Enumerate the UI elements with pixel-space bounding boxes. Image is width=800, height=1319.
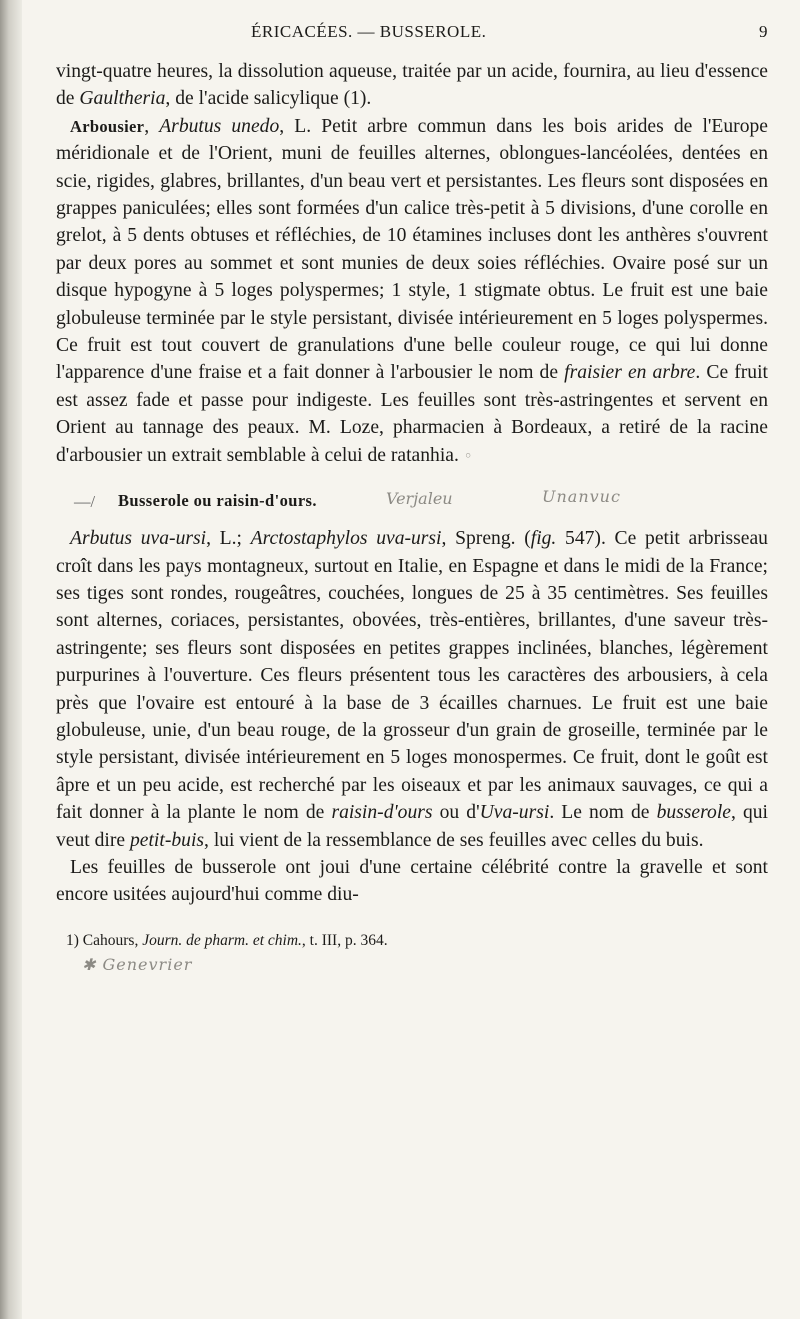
text-run: Les feuilles de busserole ont joui d'une certaine célébrité contre la gravelle et sont encore usitées aujourd'hui comme diu- (56, 856, 768, 906)
text-run: , qui veut dire (56, 802, 768, 851)
footnote (56, 931, 768, 951)
entry-name: Arbousier (70, 116, 145, 136)
running-header (56, 14, 768, 58)
paragraph-arbousier (56, 113, 768, 470)
pencil-mark: ◦ (463, 446, 473, 465)
text-run: . Ce fruit est assez fade et passe pour indigeste. Les feuilles sont très-astringentes et servent en Orient au tannage des peaux. M. Loze, pharmacien à Bordeaux, a retiré de la racine d'arbousier un extrait semblable à celui de ratanhia. (56, 362, 768, 466)
heading-text: Busserole ou raisin-d'ours. (118, 491, 317, 511)
text-run: , Spreng. ( (441, 528, 531, 550)
paragraph-continuation (56, 58, 768, 113)
text-run: , de l'acide salicylique (1). (165, 88, 372, 110)
italic-term: petit-buis (130, 829, 205, 851)
paragraph-busserole (56, 525, 768, 854)
text-run: , lui vient de la ressemblance de ses feuilles avec celles du buis. (204, 829, 704, 851)
text-run: . Le nom de (549, 802, 657, 824)
text-run: 547). Ce petit arbrisseau croît dans les pays montagneux, surtout en Italie, en Espagne et dans le midi de la France; ses tiges sont rondes, rougeâtres, couchées, longues de 25 à 35 centimètres. Ses feuilles sont alternes, coriaces, persistantes, obovées, très-entières, brillantes, d'une saveur très-astringente; ses fleurs sont disposées en petites grappes inclinées, blanches, légèrement purpurines à l'ouverture. Ces fleurs présentent tous les caractères des arbousiers, à cela près que l'ovaire est entouré à la base de 3 écailles charnues. Le fruit est une baie globuleuse, unie, d'un beau rouge, de la grosseur d'un grain de groseille, terminée par le style persistant, divisée intérieurement en 5 loges monospermes. Ce fruit, dont le goût est âpre et un peu acide, est recherché par les oiseaux et par les animaux sauvages, ce qui a fait donner à la plante le nom de (56, 528, 768, 824)
book-page (56, 14, 768, 974)
italic-term: raisin-d'ours (331, 802, 433, 824)
text-run: vingt-quatre heures, la dissolution aqueuse, traitée par un acide, fournira, au lieu d'essence de (56, 61, 768, 110)
italic-term: fraisier en arbre (564, 362, 696, 384)
text-run: , L.; (206, 528, 251, 550)
handwritten-annotation: Unanvuc (542, 487, 621, 507)
book-binding-shadow (0, 0, 22, 1319)
latin-name: Arbutus uva-ursi (70, 528, 207, 550)
text-run: , L. Petit arbre commun dans les bois arides de l'Europe méridionale et de l'Orient, muni de feuilles alternes, oblongues-lancéolées, dentées en scie, rigides, glabres, brillantes, d'un beau vert et persistantes. Les fleurs sont disposées en grappes paniculées; elles sont formées d'un calice très-petit à 5 divisions, d'une corolle en grelot, à 5 dents obtuses et réfléchies, de 10 étamines incluses dont les anthères s'ouvrent par deux pores au sommet et sont munies de deux soies réfléchies. Ovaire posé sur un disque hypogyne à 5 loges polyspermes; 1 style, 1 stigmate obtus. Le fruit est une baie globuleuse terminée par le style persistant, divisée intérieurement en 5 loges polyspermes. Ce fruit est tout couvert de granulations d'une belle couleur rouge, ce qui lui donne l'apparence d'une fraise et a fait donner à l'arbousier le nom de (56, 115, 768, 384)
journal-title: Journ. de pharm. et chim. (142, 931, 302, 949)
figure-ref: fig. (530, 528, 557, 550)
header-title: ÉRICACÉES. — BUSSEROLE. (251, 22, 487, 41)
section-heading (56, 487, 768, 517)
handwritten-annotation: Verjaleu (386, 489, 453, 509)
paragraph-usage (56, 854, 768, 909)
italic-term: Uva-ursi (479, 802, 550, 824)
pencil-dash: —/ (74, 492, 96, 512)
text-run: ou d' (432, 802, 480, 824)
text-run: , (144, 115, 160, 137)
latin-name: Arbutus unedo (159, 115, 280, 137)
latin-name: Arctostaphylos uva-ursi (250, 528, 442, 550)
latin-name: Gaultheria (79, 88, 166, 110)
page-number: 9 (759, 22, 768, 41)
italic-term: busserole (656, 802, 731, 824)
text-run: , t. III, p. 364. (301, 931, 388, 949)
text-run: 1) Cahours, (66, 931, 143, 949)
handwritten-annotation: ✱ Genevrier (82, 954, 193, 974)
